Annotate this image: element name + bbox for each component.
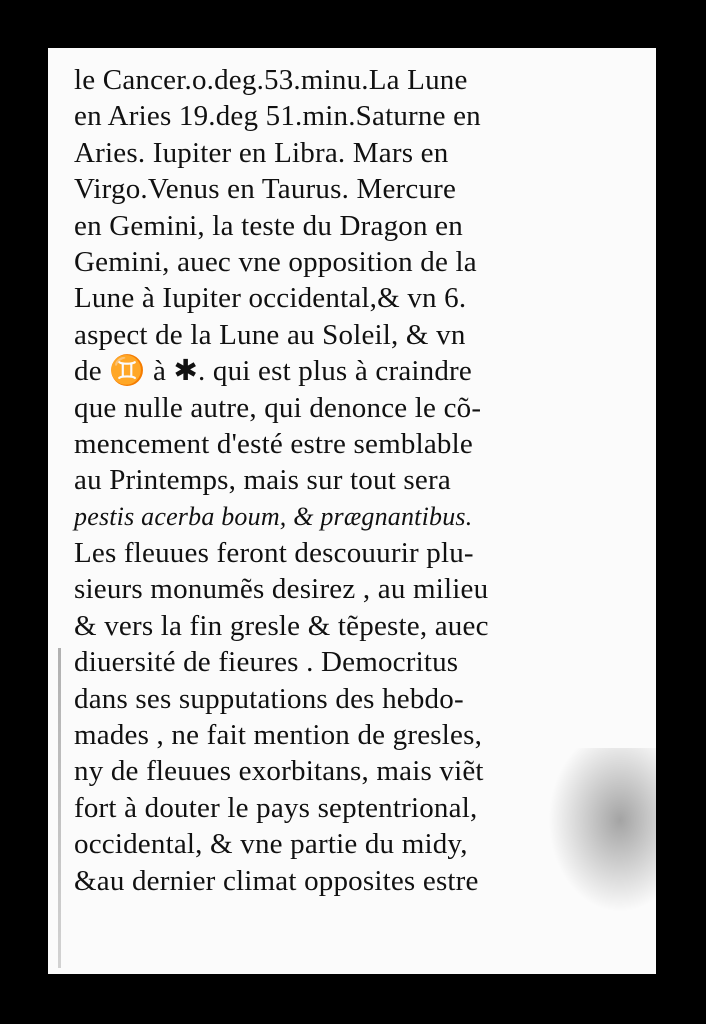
- text-line: Virgo.Venus en Taurus. Mercure: [74, 173, 457, 206]
- text-line: Lune à Iupiter occidental,& vn 6.: [74, 282, 467, 315]
- text-line: de ♊ à ✱. qui est plus à craindre: [74, 355, 472, 388]
- text-line: au Printemps, mais sur tout sera: [74, 464, 451, 497]
- text-line: Les fleuues feront descouurir plu-: [74, 537, 474, 570]
- text-line: aspect de la Lune au Soleil, & vn: [74, 318, 466, 351]
- text-line: le Cancer.o.deg.53.minu.La Lune: [74, 64, 468, 96]
- page-edge-shadow: [58, 648, 61, 968]
- text-line: Aries. Iupiter en Libra. Mars en: [74, 136, 449, 169]
- text-line: mades , ne fait mention de gresles,: [74, 719, 483, 752]
- text-line: &au dernier climat opposites estre: [74, 864, 479, 897]
- page-text: [74, 62, 634, 899]
- text-line: & vers la fin gresle & tẽpeste, auec: [74, 609, 489, 642]
- text-line: Gemini, auec vne opposition de la: [74, 245, 477, 278]
- text-line: en Gemini, la teste du Dragon en: [74, 209, 463, 242]
- book-page: [48, 48, 656, 974]
- text-line: diuersité de fieures . Democritus: [74, 646, 459, 679]
- text-line: dans ses supputations des hebdo-: [74, 682, 464, 715]
- text-line: mencement d'esté estre semblable: [74, 427, 473, 460]
- text-line: que nulle autre, qui denonce le cõ-: [74, 391, 482, 424]
- text-line: en Aries 19.deg 51.min.Saturne en: [74, 100, 481, 133]
- text-line: fort à douter le pays septentrional,: [74, 791, 478, 824]
- text-line-italic: pestis acerba boum, & prægnantibus.: [74, 501, 473, 531]
- text-line: ny de fleuues exorbitans, mais viẽt: [74, 755, 484, 788]
- text-line: occidental, & vne partie du midy,: [74, 828, 468, 861]
- text-line: sieurs monumẽs desirez , au milieu: [74, 573, 489, 606]
